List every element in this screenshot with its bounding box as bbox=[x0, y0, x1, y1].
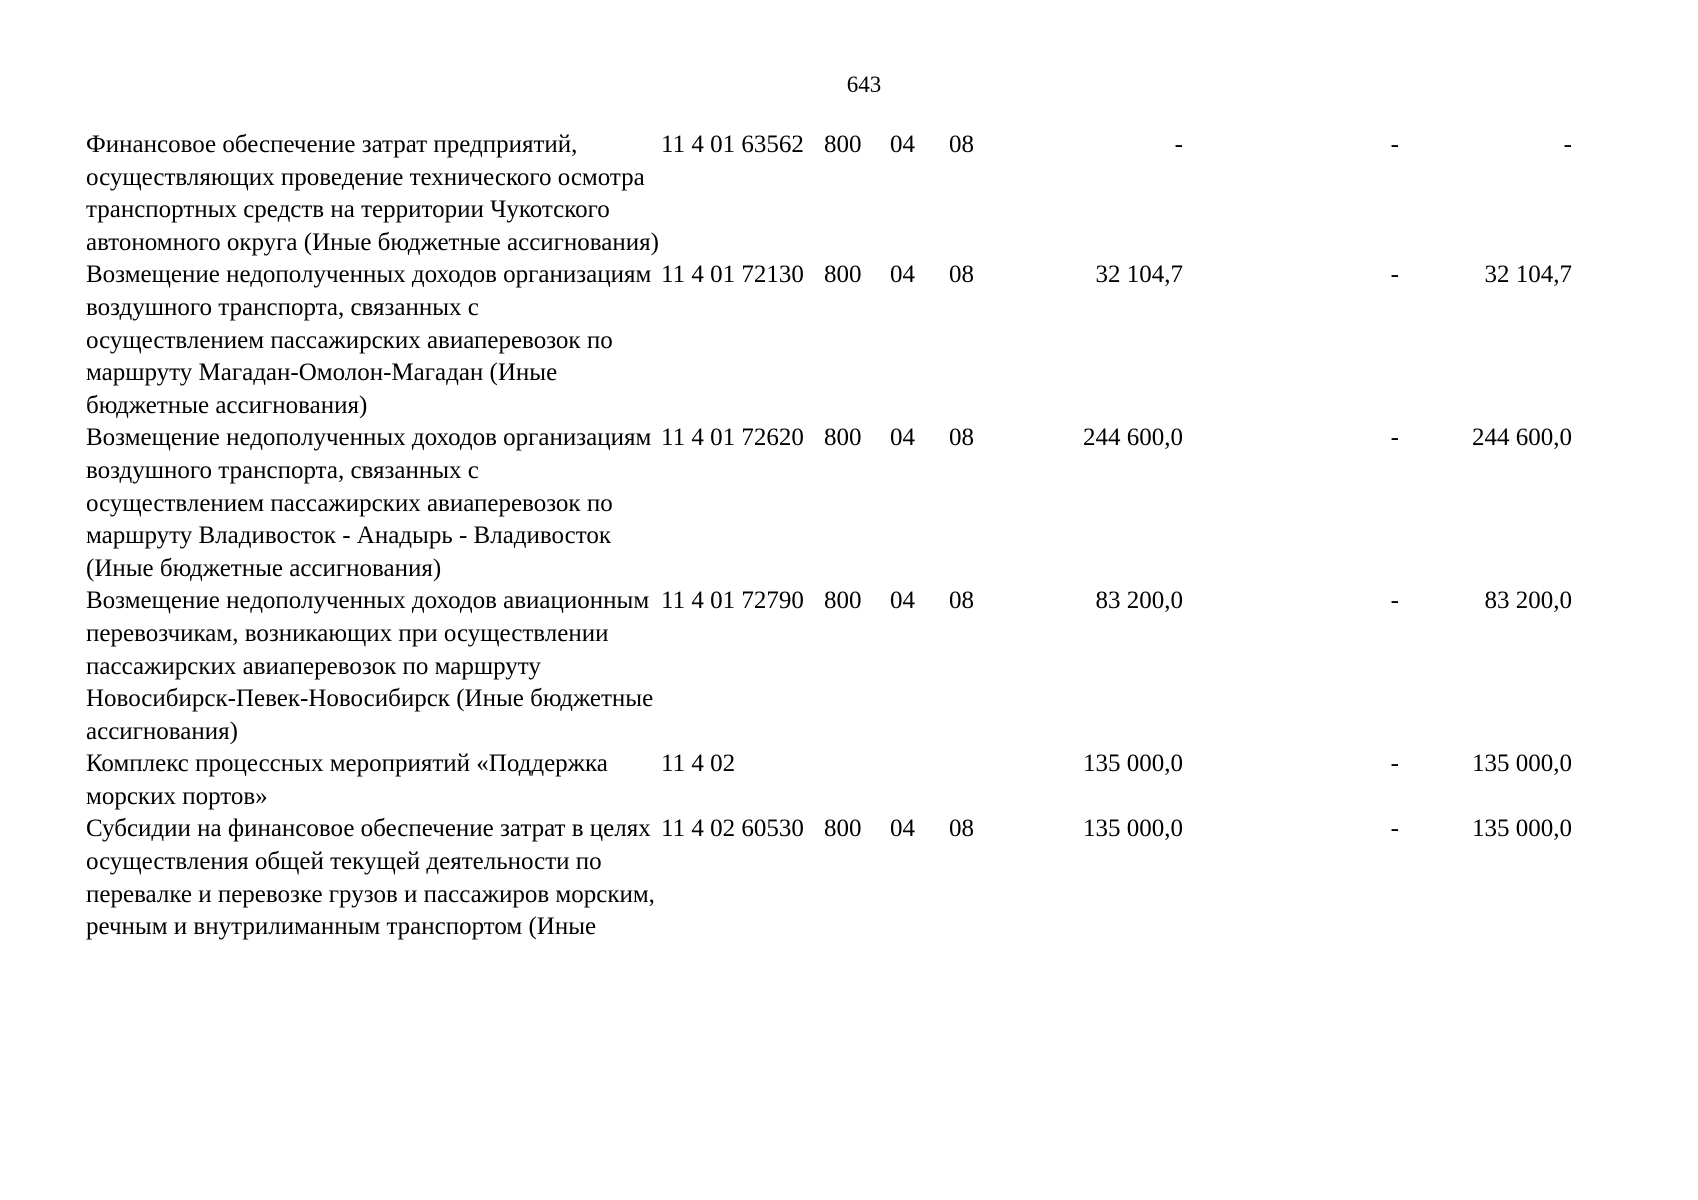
row-name: Возмещение недополученных доходов организациям воздушного транспорта, связанных с осуществлением пассажирских авиаперевозок по маршруту Владивосток - Анадырь - Владивосток (Иные бюджетные ассигнования) bbox=[86, 424, 652, 582]
row-expense-type: 800 bbox=[824, 815, 862, 843]
row-target-code: 11 4 02 60530 bbox=[661, 815, 804, 843]
row-value-1: - bbox=[1174, 131, 1183, 158]
row-value-1: 244 600,0 bbox=[1083, 424, 1183, 452]
row-name: Возмещение недополученных доходов организациям воздушного транспорта, связанных с осуществлением пассажирских авиаперевозок по маршруту Магадан-Омолон-Магадан (Иные бюджетные ассигнования) bbox=[86, 261, 652, 419]
table-row bbox=[86, 422, 1572, 585]
budget-table bbox=[86, 129, 1572, 944]
row-value-2: - bbox=[1390, 424, 1399, 452]
row-subsection: 08 bbox=[949, 587, 974, 615]
row-value-1: 135 000,0 bbox=[1083, 750, 1183, 778]
table-row bbox=[86, 585, 1572, 748]
row-expense-type: 800 bbox=[824, 261, 862, 289]
table-row bbox=[86, 748, 1572, 813]
row-value-2: - bbox=[1390, 261, 1399, 289]
row-name: Комплекс процессных мероприятий «Поддержка морских портов» bbox=[86, 750, 608, 810]
row-value-2: - bbox=[1390, 815, 1399, 843]
table-row bbox=[86, 259, 1572, 422]
row-value-1: 135 000,0 bbox=[1083, 815, 1183, 843]
row-subsection: 08 bbox=[949, 424, 974, 452]
row-expense-type: 800 bbox=[824, 424, 862, 452]
row-value-2: - bbox=[1390, 131, 1399, 158]
row-target-code: 11 4 01 72620 bbox=[661, 424, 804, 452]
row-value-1: 83 200,0 bbox=[1095, 587, 1183, 615]
row-section: 04 bbox=[890, 424, 915, 452]
row-value-3: - bbox=[1563, 131, 1572, 158]
row-value-3: 135 000,0 bbox=[1472, 750, 1572, 778]
row-value-3: 83 200,0 bbox=[1484, 587, 1572, 615]
row-value-3: 244 600,0 bbox=[1472, 424, 1572, 452]
row-expense-type: 800 bbox=[824, 587, 862, 615]
row-expense-type: 800 bbox=[824, 131, 862, 158]
row-subsection: 08 bbox=[949, 131, 974, 158]
table-row bbox=[86, 813, 1572, 943]
page-number: 643 bbox=[846, 72, 882, 97]
row-section: 04 bbox=[890, 131, 915, 158]
table-row bbox=[86, 129, 1572, 259]
row-expense-type bbox=[824, 748, 890, 813]
row-value-2: - bbox=[1390, 587, 1399, 615]
row-value-3: 135 000,0 bbox=[1472, 815, 1572, 843]
row-target-code: 11 4 02 bbox=[661, 750, 736, 778]
row-name: Возмещение недополученных доходов авиационным перевозчикам, возникающих при осуществлении пассажирских авиаперевозок по маршруту Новосибирск-Певек-Новосибирск (Иные бюджетные ассигнования) bbox=[86, 587, 654, 745]
row-subsection bbox=[949, 748, 1013, 813]
row-subsection: 08 bbox=[949, 815, 974, 843]
row-target-code: 11 4 01 72130 bbox=[661, 261, 804, 289]
row-value-1: 32 104,7 bbox=[1095, 261, 1183, 289]
row-section: 04 bbox=[890, 587, 915, 615]
row-section: 04 bbox=[890, 815, 915, 843]
row-subsection: 08 bbox=[949, 261, 974, 289]
row-value-2: - bbox=[1390, 750, 1399, 778]
row-section: 04 bbox=[890, 261, 915, 289]
row-value-3: 32 104,7 bbox=[1484, 261, 1572, 289]
row-target-code: 11 4 01 63562 bbox=[661, 131, 804, 158]
row-section bbox=[890, 748, 949, 813]
row-name: Субсидии на финансовое обеспечение затрат в целях осуществления общей текущей деятельности по перевалке и перевозке грузов и пассажиров морским, речным и внутрилиманным транспортом (Иные bbox=[86, 815, 655, 941]
row-target-code: 11 4 01 72790 bbox=[661, 587, 804, 615]
row-name: Финансовое обеспечение затрат предприятий, осуществляющих проведение технического осмотра транспортных средств на территории Чукотского автономного округа (Иные бюджетные ассигнования) bbox=[86, 131, 659, 256]
